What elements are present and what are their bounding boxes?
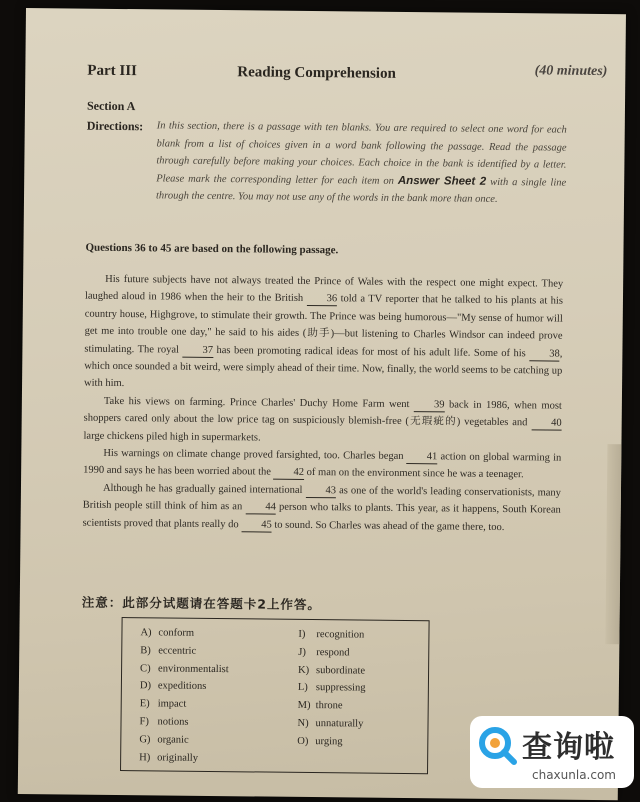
blank-36: 36 — [307, 293, 338, 306]
passage — [83, 271, 564, 537]
blank-42: 42 — [273, 467, 304, 480]
blank-40: 40 — [531, 418, 562, 431]
word-option — [297, 715, 365, 734]
option-letter: E) — [139, 698, 150, 710]
word-option — [298, 679, 366, 698]
option-word: originally — [157, 751, 199, 764]
directions-text-part: In this section, there is a passage with ten blanks. You are required to select one word for each blank from a list of choices given in a word bank following the passage. Read the passage through carefully before making your choices. Each choice in the bank is identified by a letter. Please mark the corresponding letter for each item on — [156, 120, 567, 187]
watermark-url: chaxunla.com — [532, 768, 616, 782]
option-word: suppressing — [315, 682, 366, 694]
passage-text: back in 1986, when most shoppers cared only about the low price tag on suspiciously blemish-free (无瑕疵的) vegetables and — [83, 399, 562, 429]
option-letter: A) — [140, 627, 152, 639]
page-edge — [605, 444, 621, 644]
option-letter: H) — [139, 751, 151, 763]
option-letter: K) — [298, 664, 310, 676]
option-word: environmentalist — [158, 663, 229, 675]
option-letter: C) — [140, 662, 151, 674]
option-word: organic — [157, 734, 189, 746]
passage-text: has been promoting radical ideas for most of his adult life. Some of his — [212, 344, 530, 359]
answer-sheet-note: 注意：此部分试题请在答题卡2上作答。 — [81, 594, 322, 613]
blank-44: 44 — [245, 502, 276, 515]
word-option — [298, 661, 366, 680]
directions-text-part: with a single line through the centre. You may not use any of the words in the bank more than once. — [155, 176, 567, 205]
passage-text: large chickens piled high in supermarkets. — [83, 430, 261, 444]
blank-37: 37 — [182, 344, 213, 357]
blank-38: 38 — [529, 348, 560, 361]
section-label: Section A — [86, 98, 136, 114]
option-letter: J) — [298, 646, 306, 658]
questions-heading: Questions 36 to 45 are based on the following passage. — [85, 241, 339, 257]
word-option — [298, 697, 366, 716]
option-letter: O) — [297, 735, 309, 747]
word-option — [139, 731, 228, 750]
passage-text: of man on the environment since he was a teenager. — [303, 467, 524, 481]
word-option — [298, 626, 366, 645]
passage-text: to sound. So Charles was ahead of the game there, too. — [271, 519, 505, 533]
blank-39: 39 — [414, 399, 445, 412]
word-bank-column-right — [297, 626, 366, 751]
passage-text: person who talks to plants. This year, as it happens, South Korean scientists proved that plants really do — [82, 501, 561, 530]
word-option — [139, 713, 228, 732]
option-word: unnaturally — [315, 718, 364, 730]
word-bank-column-left — [139, 624, 229, 767]
passage-text: , which once sounded a bit weird, were simply ahead of their time. Now, finally, the world seems to be catching up with him. — [84, 348, 563, 390]
option-word: subordinate — [316, 664, 366, 677]
word-option — [298, 644, 366, 663]
paragraph — [83, 445, 561, 485]
option-word: impact — [157, 698, 187, 710]
passage-text: Although he has gradually gained international — [102, 482, 306, 496]
option-letter: G) — [139, 734, 151, 746]
word-option — [297, 733, 365, 752]
option-word: notions — [157, 716, 189, 728]
blank-45: 45 — [241, 519, 272, 532]
watermark-brand: 查询啦 — [522, 730, 615, 765]
word-option — [140, 695, 229, 714]
option-word: urging — [315, 735, 343, 748]
section-title: Reading Comprehension — [237, 64, 396, 82]
passage-text: Take his views on farming. Prince Charles' Duchy Home Farm went — [103, 395, 415, 410]
option-letter: L) — [297, 682, 308, 694]
search-magnifier-icon — [476, 724, 518, 766]
option-letter: B) — [140, 645, 151, 657]
paragraph — [84, 271, 563, 398]
time-limit: (40 minutes) — [534, 63, 608, 80]
answer-sheet-label: Answer Sheet 2 — [397, 174, 487, 188]
option-word: recognition — [316, 629, 365, 641]
part-label: Part III — [87, 62, 138, 80]
word-bank — [120, 617, 430, 774]
option-word: conform — [158, 627, 195, 639]
option-word: expeditions — [157, 680, 207, 693]
paragraph — [83, 479, 562, 536]
part-header — [87, 59, 607, 88]
word-option — [140, 624, 229, 643]
passage-text: action on global warming in 1990 and says he has been worried about the — [83, 451, 562, 479]
option-letter: M) — [297, 700, 311, 712]
passage-text: His future subjects have not always treated the Prince of Wales with the respect one might expect. They laughed aloud in 1986 when the heir to the British — [84, 273, 564, 305]
directions-text — [156, 117, 567, 209]
blank-43: 43 — [305, 485, 336, 498]
option-letter: I) — [298, 628, 306, 640]
option-word: throne — [315, 700, 343, 712]
paragraph — [83, 392, 562, 449]
option-word: respond — [316, 646, 350, 659]
option-letter: D) — [139, 680, 152, 692]
passage-text: as one of the world's leading conservationists, many British people still think of him as an — [82, 485, 561, 513]
passage-text: told a TV reporter that he talked to his plants at his country house, Highgrove, to stimulate their growth. The Prince was being humorous—"My sense of humor will get me into trouble one day," he said to his aides (助手)—but listening to Charles Windsor can indeed prove stimulating. The royal — [84, 293, 564, 356]
directions-label: Directions: — [86, 118, 144, 134]
word-option — [140, 660, 229, 679]
word-option — [139, 749, 228, 768]
word-option — [140, 642, 229, 661]
option-word: eccentric — [158, 645, 197, 657]
exam-page — [18, 8, 626, 800]
watermark-logo — [470, 716, 634, 788]
word-option — [140, 678, 229, 697]
passage-text: His warnings on climate change proved farsighted, too. Charles began — [103, 447, 407, 463]
blank-41: 41 — [407, 451, 438, 464]
option-letter: F) — [139, 716, 149, 728]
option-letter: N) — [297, 717, 309, 729]
